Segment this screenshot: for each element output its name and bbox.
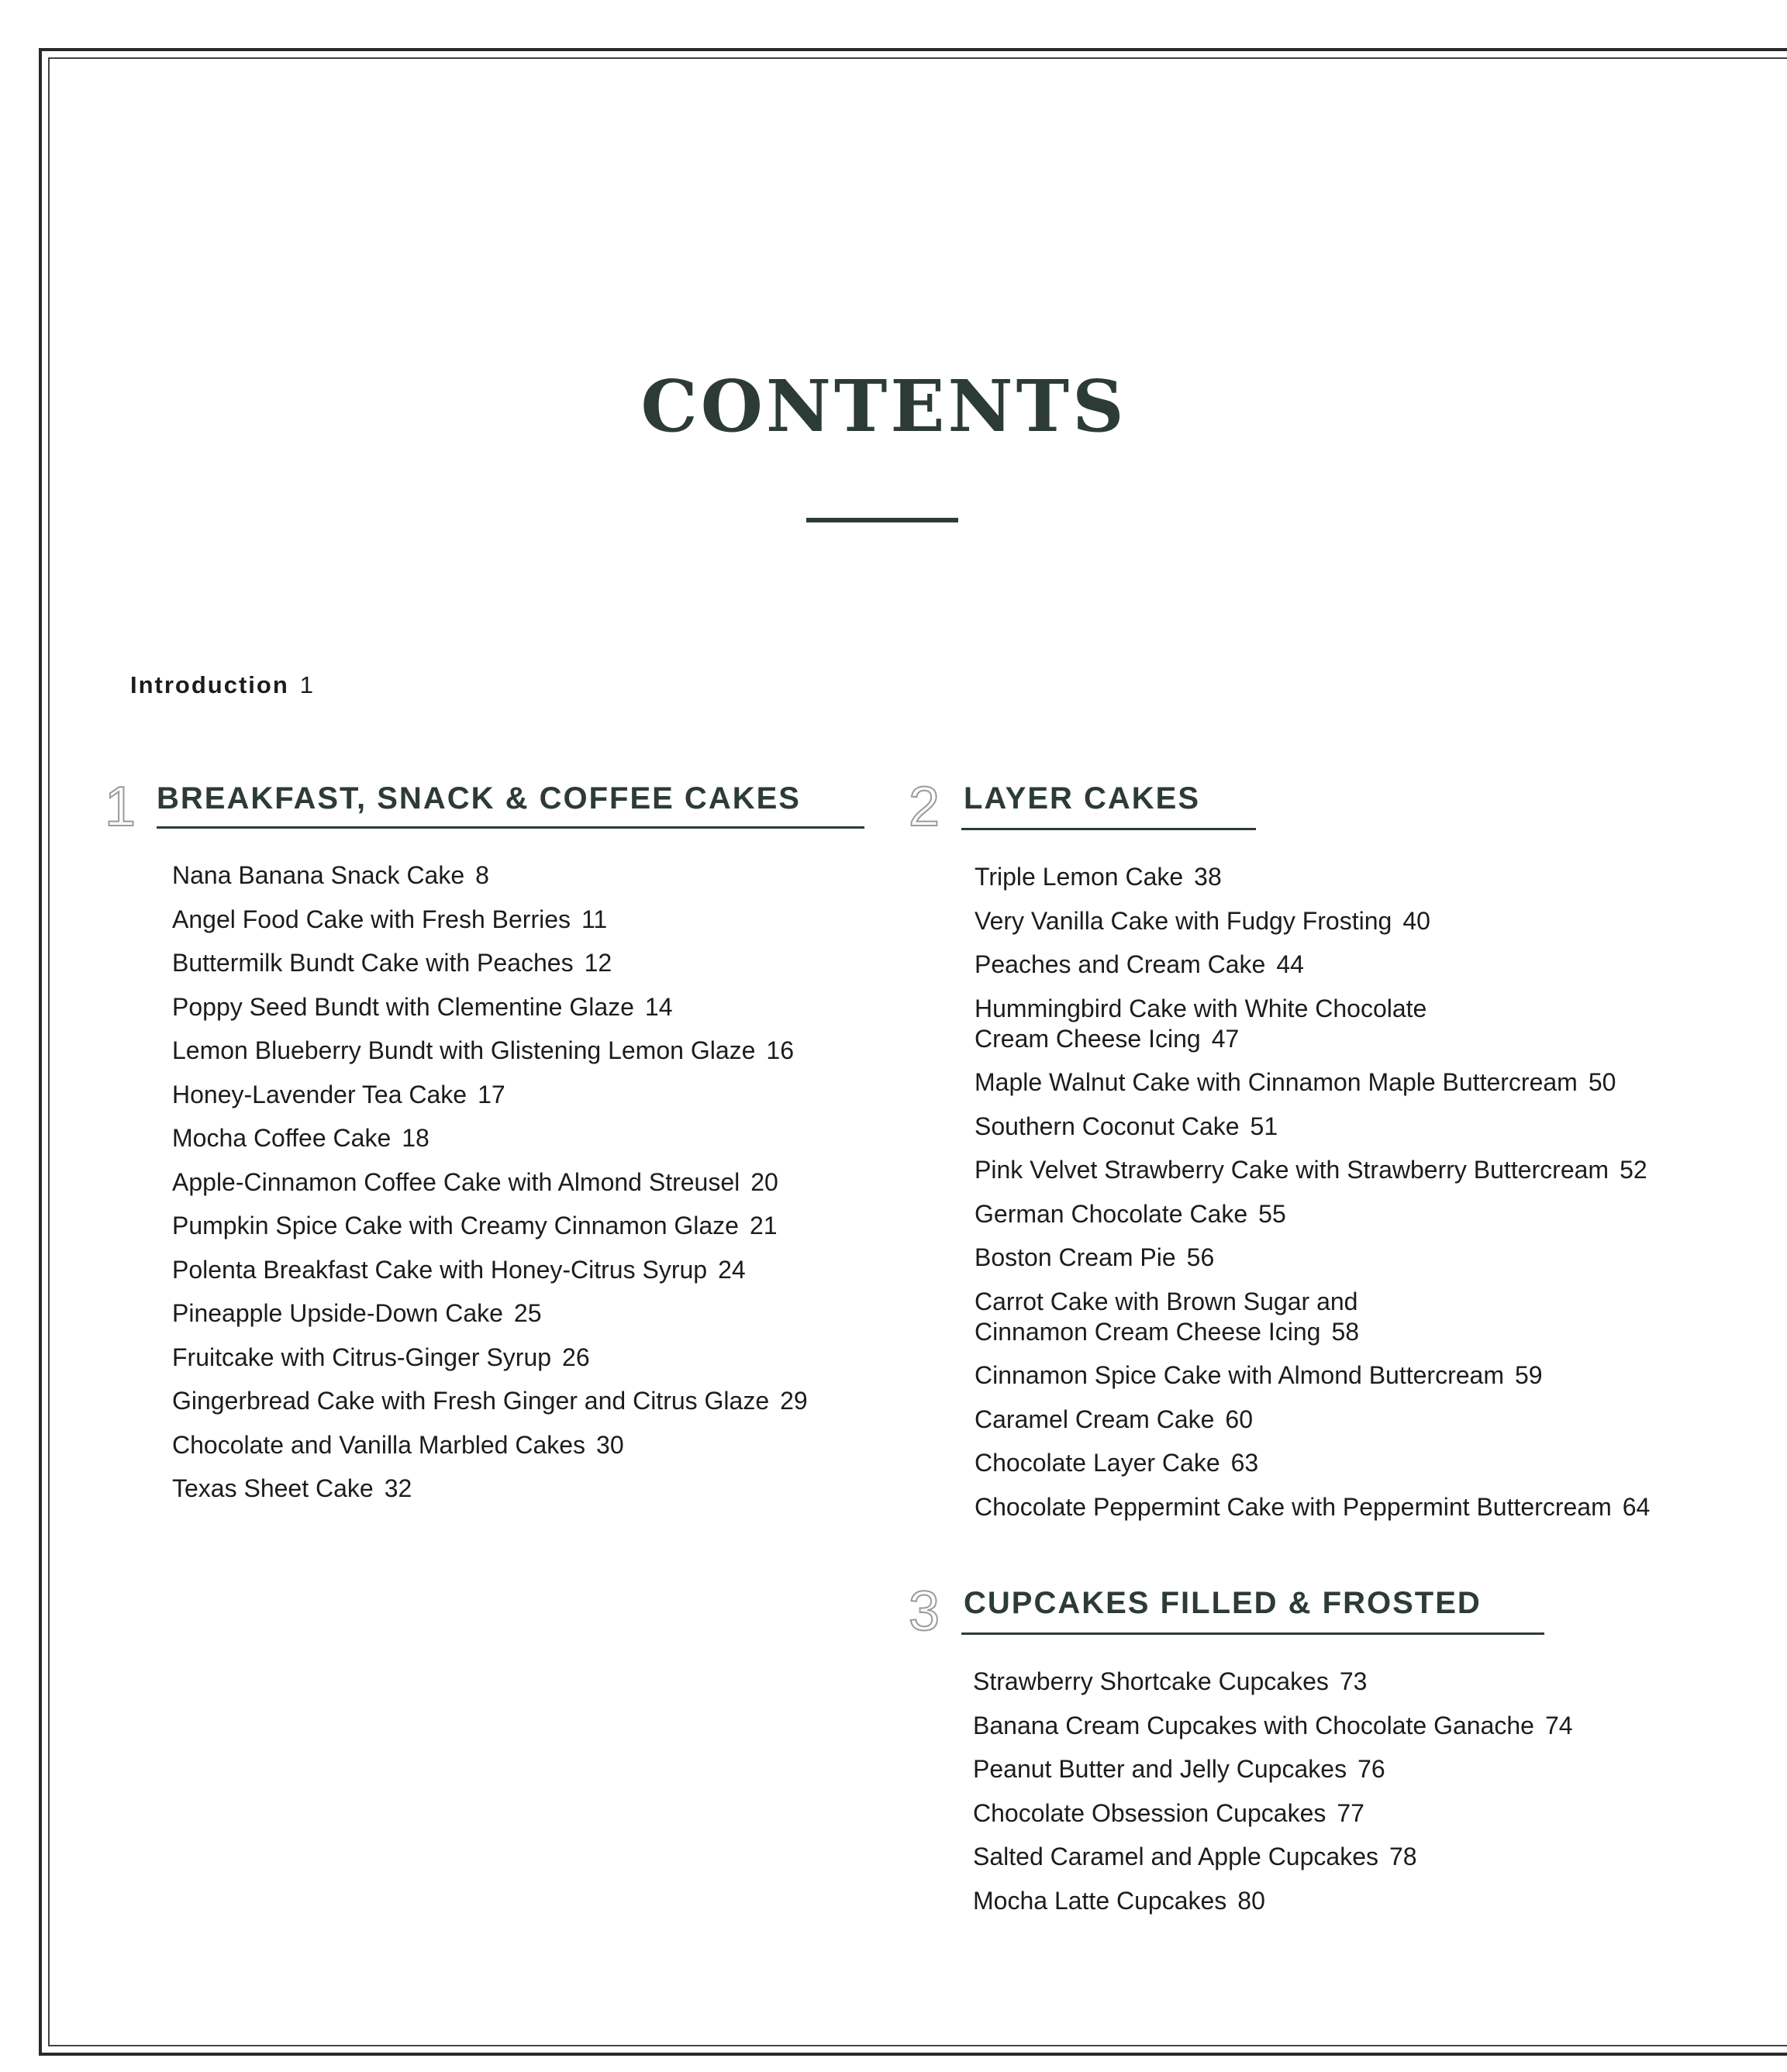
toc-entry[interactable] [172, 1080, 808, 1110]
entry-page-number: 77 [1337, 1798, 1364, 1827]
section-entries [172, 860, 808, 1518]
entry-page-number: 11 [581, 905, 608, 933]
toc-entry[interactable] [172, 1430, 808, 1460]
entry-title: Gingerbread Cake with Fresh Ginger and Citrus Glaze [172, 1387, 770, 1415]
entry-title: Southern Coconut Cake [975, 1112, 1240, 1140]
entry-title: Angel Food Cake with Fresh Berries [172, 905, 571, 933]
entry-title-line-1: Carrot Cake with Brown Sugar and [975, 1287, 1358, 1315]
entry-page-number: 16 [766, 1036, 794, 1064]
entry-page-number: 58 [1331, 1317, 1360, 1346]
toc-entry[interactable] [172, 1298, 808, 1329]
entry-title: Chocolate Layer Cake [975, 1449, 1220, 1477]
entry-page-number: 52 [1620, 1156, 1647, 1184]
toc-entry[interactable] [172, 992, 808, 1022]
entry-title: Nana Banana Snack Cake [172, 861, 465, 889]
entry-title: Polenta Breakfast Cake with Honey-Citrus Syrup [172, 1255, 708, 1284]
section-heading-underline [961, 1632, 1544, 1635]
toc-entry[interactable] [973, 1754, 1573, 1784]
entry-page-number: 73 [1339, 1667, 1368, 1695]
entry-page-number: 12 [584, 949, 612, 977]
toc-entry[interactable] [973, 1886, 1573, 1916]
entry-page-number: 40 [1402, 906, 1430, 935]
entry-page-number: 26 [562, 1343, 590, 1371]
entry-title: Pineapple Upside-Down Cake [172, 1299, 503, 1327]
section-heading-underline [961, 828, 1256, 830]
section-heading-underline [157, 826, 864, 829]
page-title: CONTENTS [640, 364, 1127, 448]
toc-entry[interactable] [975, 1492, 1650, 1522]
toc-entry[interactable] [172, 1255, 808, 1285]
entry-title: Caramel Cream Cake [975, 1405, 1215, 1433]
toc-entry[interactable] [975, 1067, 1650, 1098]
section-number: 2 [909, 776, 940, 838]
entry-title: Peaches and Cream Cake [975, 950, 1266, 978]
entry-title: Banana Cream Cupcakes with Chocolate Ganache [973, 1711, 1534, 1739]
section-number: 1 [105, 776, 136, 838]
entry-title: Poppy Seed Bundt with Clementine Glaze [172, 992, 634, 1021]
entry-title: Salted Caramel and Apple Cupcakes [973, 1843, 1378, 1870]
entry-title: Buttermilk Bundt Cake with Peaches [172, 949, 574, 977]
toc-entry[interactable] [975, 1199, 1650, 1229]
entry-page-number: 59 [1514, 1361, 1543, 1389]
toc-entry[interactable] [172, 1167, 808, 1198]
entry-title-line-2 [975, 1317, 1650, 1347]
entry-title: Strawberry Shortcake Cupcakes [973, 1667, 1329, 1695]
section-heading: CUPCAKES FILLED & FROSTED [964, 1586, 1482, 1620]
entry-title: Chocolate Obsession Cupcakes [973, 1798, 1326, 1827]
toc-entry[interactable] [975, 1155, 1650, 1185]
section-heading: BREAKFAST, SNACK & COFFEE CAKES [157, 781, 801, 815]
title-underline [806, 518, 958, 522]
entry-title: Fruitcake with Citrus-Ginger Syrup [172, 1343, 552, 1371]
entry-page-number: 25 [513, 1299, 542, 1327]
entry-page-number: 47 [1211, 1024, 1240, 1053]
entry-page-number: 50 [1588, 1068, 1616, 1096]
entry-title: Lemon Blueberry Bundt with Glistening Lemon Glaze [172, 1036, 756, 1064]
toc-entry[interactable] [975, 1405, 1650, 1435]
entry-title-line-2 [975, 1024, 1650, 1054]
entry-title: Triple Lemon Cake [975, 863, 1184, 891]
entry-page-number: 60 [1225, 1405, 1254, 1433]
entry-page-number: 29 [780, 1387, 808, 1415]
entry-title: Cinnamon Spice Cake with Almond Buttercream [975, 1361, 1504, 1389]
entry-title: Pumpkin Spice Cake with Creamy Cinnamon Glaze [172, 1212, 739, 1239]
toc-entry[interactable] [975, 994, 1650, 1054]
entry-title: Mocha Latte Cupcakes [973, 1886, 1227, 1915]
toc-entry[interactable] [973, 1842, 1573, 1872]
toc-entry[interactable] [172, 1123, 808, 1153]
section-entries [975, 862, 1650, 1536]
entry-title: Texas Sheet Cake [172, 1474, 374, 1502]
toc-entry[interactable] [975, 950, 1650, 980]
toc-entry[interactable] [172, 1211, 808, 1241]
entry-title: Peanut Butter and Jelly Cupcakes [973, 1755, 1347, 1783]
entry-title: Boston Cream Pie [975, 1243, 1176, 1271]
entry-page-number: 55 [1258, 1199, 1286, 1228]
toc-entry[interactable] [975, 1243, 1650, 1273]
toc-entry[interactable] [172, 1474, 808, 1504]
entry-page-number: 44 [1276, 950, 1304, 978]
entry-title: Honey-Lavender Tea Cake [172, 1080, 467, 1108]
entry-title: Mocha Coffee Cake [172, 1124, 392, 1152]
entry-page-number: 21 [749, 1212, 778, 1239]
entry-title: Pink Velvet Strawberry Cake with Strawberry Buttercream [975, 1156, 1609, 1184]
toc-entry[interactable] [172, 1343, 808, 1373]
section-heading: LAYER CAKES [964, 781, 1201, 815]
entry-page-number: 32 [384, 1474, 412, 1502]
entry-title: German Chocolate Cake [975, 1199, 1248, 1228]
toc-entry[interactable] [172, 1036, 808, 1066]
entry-page-number: 18 [402, 1124, 430, 1152]
entry-page-number: 63 [1230, 1449, 1259, 1477]
entry-page-number: 56 [1186, 1243, 1215, 1271]
entry-page-number: 76 [1357, 1755, 1385, 1783]
toc-entry[interactable] [172, 948, 808, 978]
introduction-label: Introduction [130, 671, 289, 698]
entry-page-number: 74 [1544, 1711, 1573, 1739]
entry-page-number: 38 [1194, 863, 1222, 891]
entry-title: Chocolate and Vanilla Marbled Cakes [172, 1430, 586, 1459]
introduction-entry[interactable] [130, 671, 313, 699]
toc-entry[interactable] [975, 906, 1650, 936]
entry-title-line-1: Hummingbird Cake with White Chocolate [975, 994, 1427, 1022]
entry-title: Very Vanilla Cake with Fudgy Frosting [975, 906, 1392, 935]
toc-entry[interactable] [172, 1386, 808, 1416]
entry-title: Chocolate Peppermint Cake with Peppermint Buttercream [975, 1492, 1612, 1521]
toc-entry[interactable] [975, 862, 1650, 892]
toc-entry[interactable] [172, 905, 808, 935]
entry-page-number: 14 [644, 992, 673, 1021]
entry-page-number: 80 [1237, 1886, 1265, 1915]
entry-title-continued: Cream Cheese Icing [975, 1024, 1201, 1053]
toc-entry[interactable] [975, 1448, 1650, 1478]
entry-page-number: 64 [1622, 1492, 1651, 1521]
toc-entry[interactable] [975, 1360, 1650, 1391]
entry-page-number: 8 [475, 861, 489, 889]
entry-page-number: 78 [1389, 1843, 1417, 1870]
entry-page-number: 20 [750, 1167, 778, 1196]
toc-entry[interactable] [973, 1798, 1573, 1829]
toc-entry[interactable] [975, 1287, 1650, 1347]
entry-page-number: 30 [596, 1430, 624, 1459]
entry-page-number: 17 [478, 1080, 505, 1108]
entry-page-number: 24 [718, 1255, 746, 1284]
toc-entry[interactable] [975, 1112, 1650, 1142]
entry-title-continued: Cinnamon Cream Cheese Icing [975, 1317, 1321, 1346]
toc-entry[interactable] [973, 1711, 1573, 1741]
entry-page-number: 51 [1250, 1112, 1278, 1140]
entry-title: Maple Walnut Cake with Cinnamon Maple Buttercream [975, 1068, 1578, 1096]
toc-entry[interactable] [172, 860, 808, 891]
toc-entry[interactable] [973, 1667, 1573, 1697]
introduction-page-number: 1 [299, 671, 314, 698]
section-number: 3 [909, 1581, 940, 1643]
section-entries [973, 1667, 1573, 1929]
entry-title: Apple-Cinnamon Coffee Cake with Almond Streusel [172, 1167, 740, 1196]
